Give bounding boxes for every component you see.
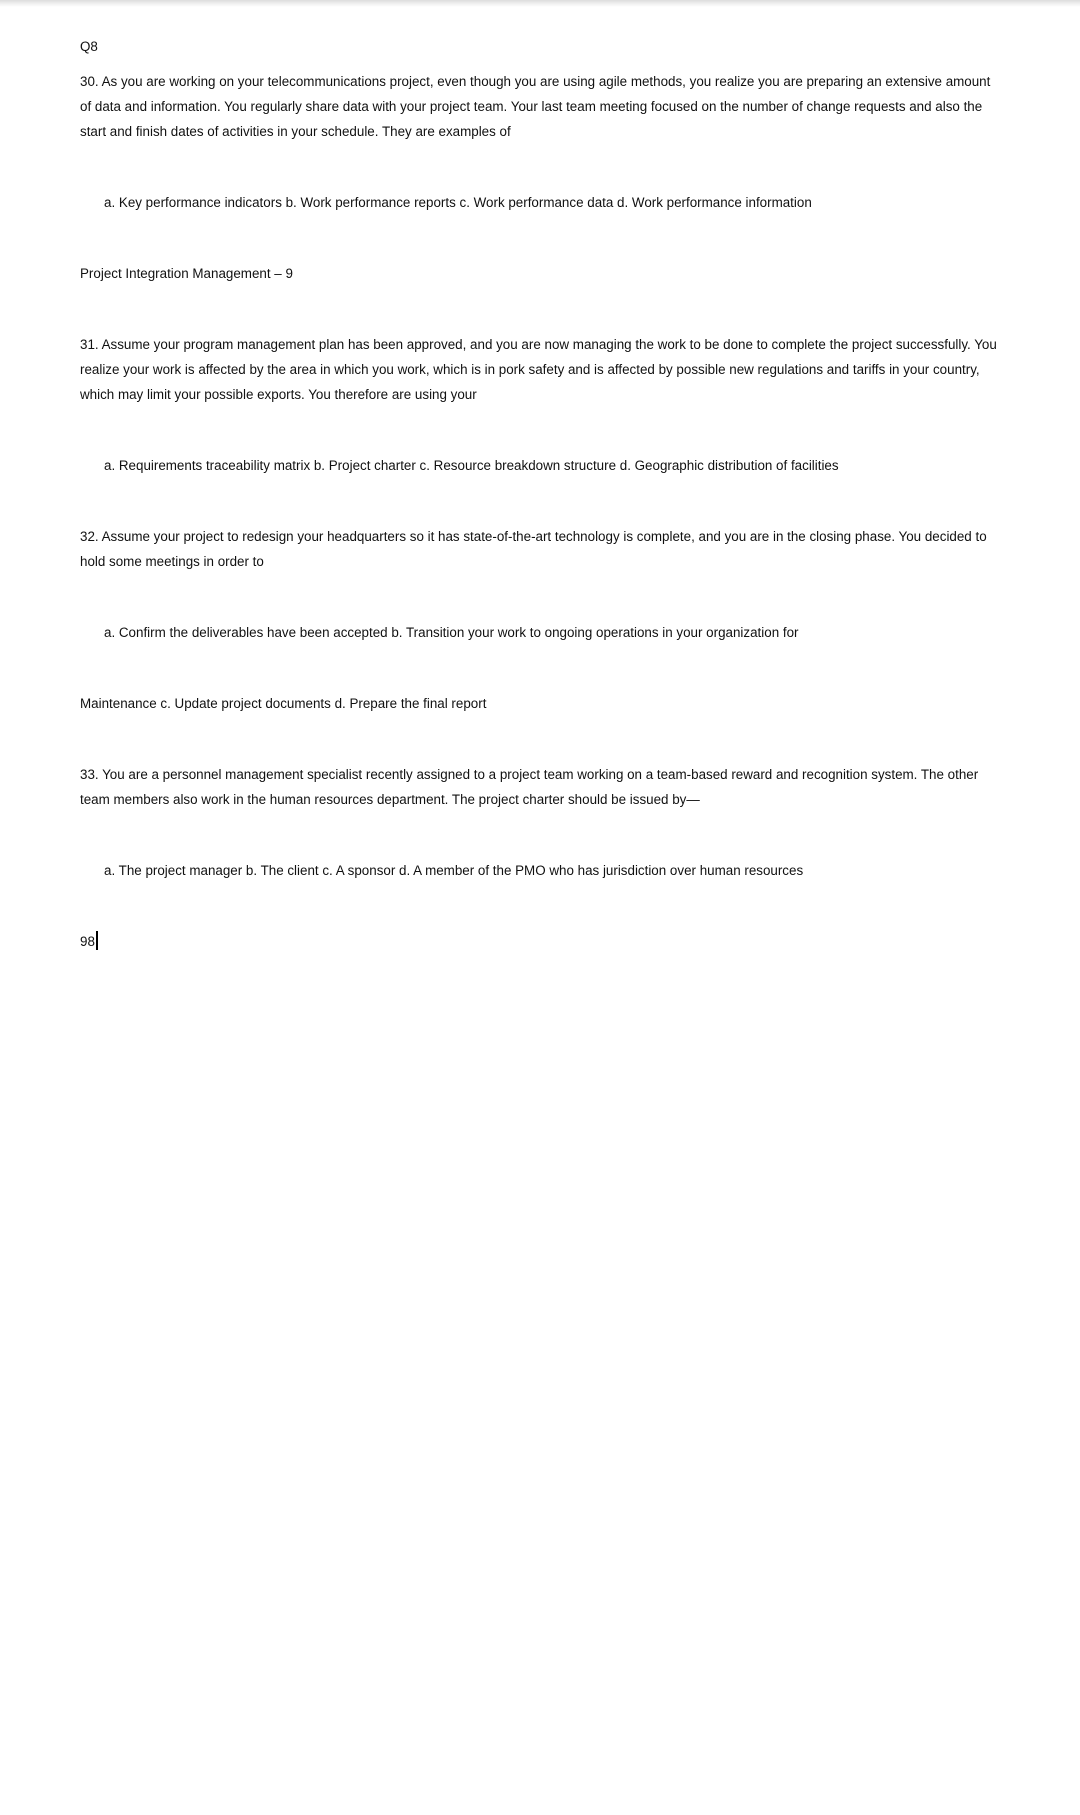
question-31-text: 31. Assume your program management plan has been approved, and you are now managing the work to be done to complete the project successfully. You realize your work is affected by the area in which you work, which is in pork safety and is affected by possible new regulations and tariffs in your country, which may limit your possible exports. You therefore are using your <box>80 337 997 402</box>
question-32-options-continued: Maintenance c. Update project documents d. Prepare the final report <box>80 696 487 711</box>
page-number: 98 <box>80 934 95 949</box>
section-label: Project Integration Management – 9 <box>80 266 293 281</box>
question-30-options: a. Key performance indicators b. Work performance reports c. Work performance data d. Work performance information <box>104 195 812 210</box>
question-32-options: a. Confirm the deliverables have been accepted b. Transition your work to ongoing operations in your organization for <box>104 625 799 640</box>
question-31-options: a. Requirements traceability matrix b. Project charter c. Resource breakdown structure d. Geographic distribution of facilities <box>104 458 839 473</box>
question-set-heading: Q8 <box>80 39 98 54</box>
window-top-shadow <box>0 0 1080 7</box>
question-30-text: 30. As you are working on your telecommunications project, even though you are using agile methods, you realize you are preparing an extensive amount of data and information. You regularly share data with your project team. Your last team meeting focused on the number of change requests and also the start and finish dates of activities in your schedule. They are examples of <box>80 74 991 139</box>
page-number-line <box>80 929 1005 954</box>
question-32-text: 32. Assume your project to redesign your headquarters so it has state-of-the-art technology is complete, and you are in the closing phase. You decided to hold some meetings in order to <box>80 529 987 569</box>
document-body[interactable] <box>80 34 1005 954</box>
question-33-options: a. The project manager b. The client c. A sponsor d. A member of the PMO who has jurisdiction over human resources <box>104 863 804 878</box>
question-33-text: 33. You are a personnel management specialist recently assigned to a project team working on a team-based reward and recognition system. The other team members also work in the human resources department. The project charter should be issued by— <box>80 767 979 807</box>
text-cursor <box>96 931 98 950</box>
